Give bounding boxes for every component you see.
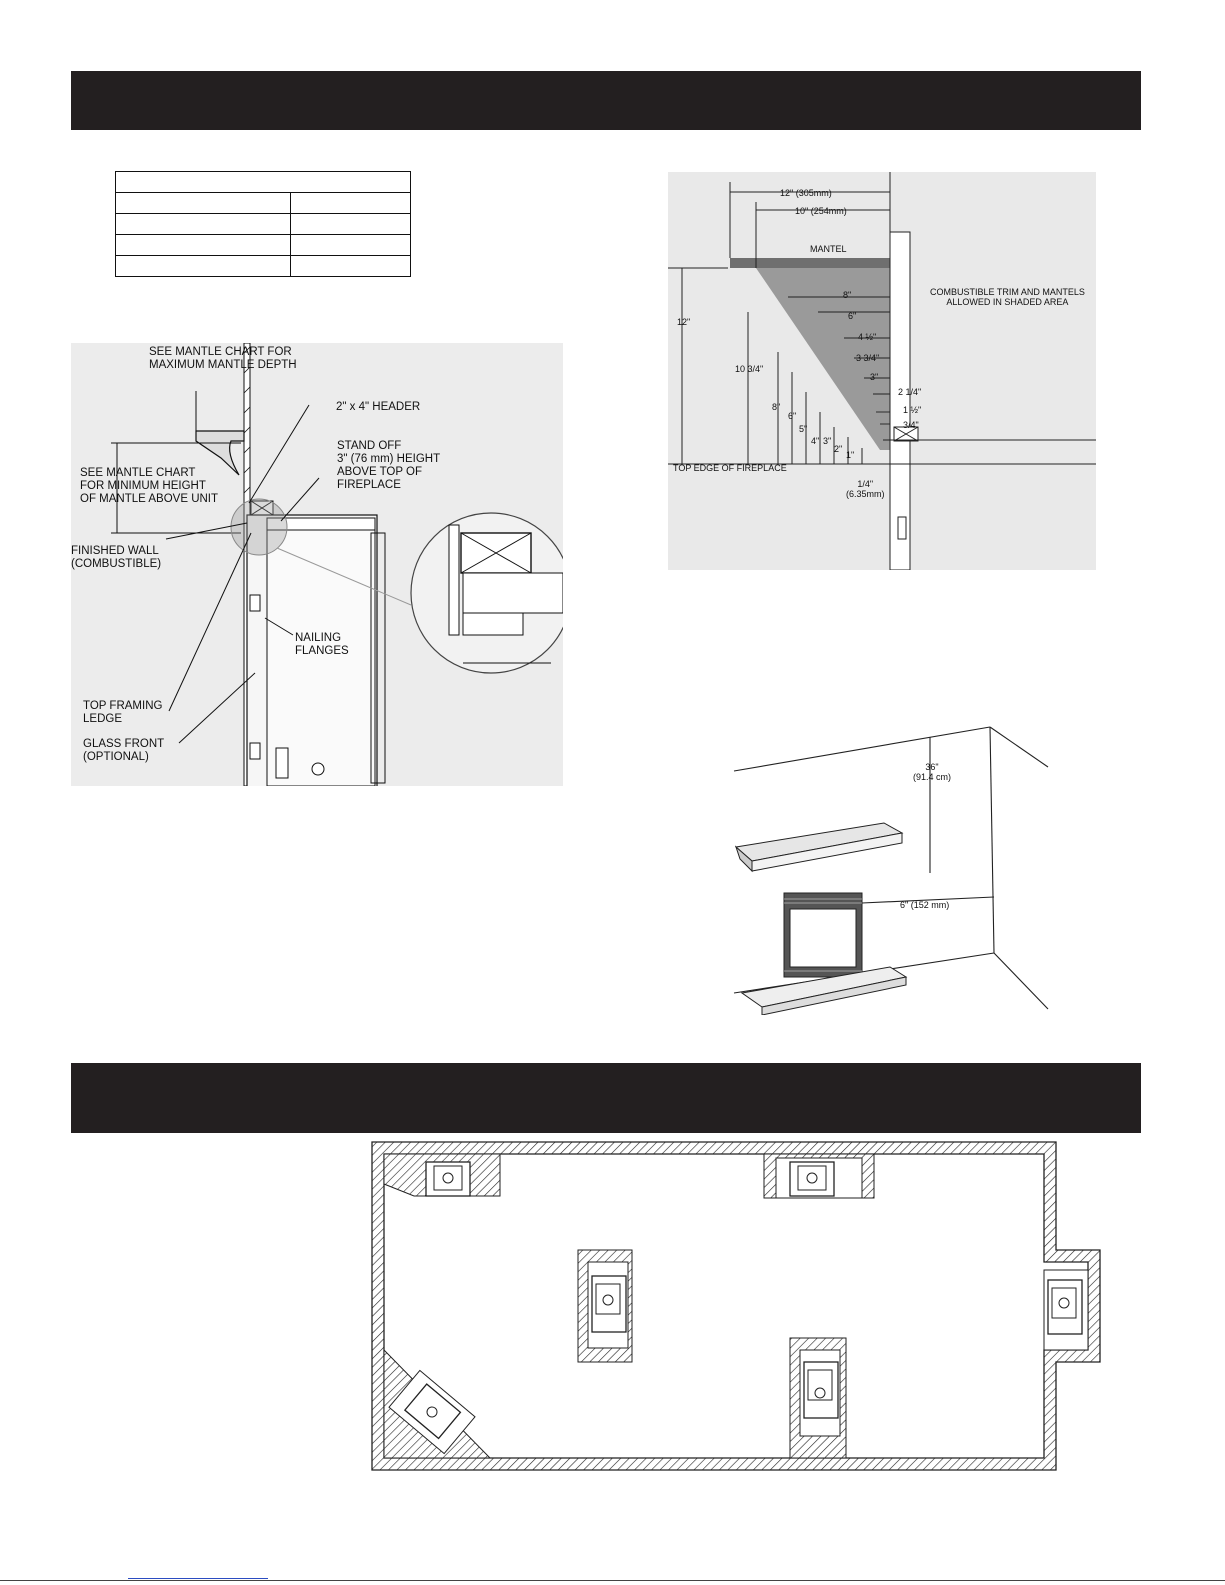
- dim-h-8: 8": [772, 402, 781, 412]
- footer-link-underline: [128, 1578, 268, 1579]
- mantel-clearance-diagram: [668, 172, 1096, 570]
- table-header-cell: [116, 172, 411, 193]
- table-row: [116, 235, 411, 256]
- dim-h-1: 1": [846, 450, 855, 460]
- label-top-framing-ledge: TOP FRAMING LEDGE: [83, 700, 163, 725]
- dim-d-6: 6": [848, 311, 857, 321]
- label-mantel: MANTEL: [810, 244, 847, 254]
- label-standoff: STAND OFF 3" (76 mm) HEIGHT ABOVE TOP OF FIREPLACE: [337, 440, 441, 491]
- fireplace-unit-right: [1044, 1270, 1088, 1350]
- dim-h-2: 2": [834, 444, 843, 454]
- fireplace-unit-bottom-center: [790, 1338, 846, 1458]
- label-nailing-flanges: NAILING FLANGES: [295, 632, 349, 657]
- page-bottom-rule: [0, 1580, 1225, 1581]
- dim-6-inch: 6" (152 mm): [900, 900, 950, 910]
- dim-d-8: 8": [843, 290, 852, 300]
- dim-h-5: 5": [799, 424, 808, 434]
- dim-d-2-1-4: 2 1/4": [898, 387, 922, 397]
- dim-h-10-3-4: 10 3/4": [735, 364, 764, 374]
- dim-h-6: 6": [788, 411, 797, 421]
- dim-h-12: 12": [677, 317, 691, 327]
- label-combustible-note: COMBUSTIBLE TRIM AND MANTELS ALLOWED IN SHADED AREA: [930, 287, 1085, 307]
- label-min-mantle-height: SEE MANTLE CHART FOR MINIMUM HEIGHT OF MANTLE ABOVE UNIT: [80, 467, 219, 505]
- fireplace-unit-top-center: [764, 1154, 874, 1198]
- dim-quarter-inch: 1/4" (6.35mm): [846, 479, 885, 499]
- dim-d-3: 3": [870, 372, 879, 382]
- label-finished-wall: FINISHED WALL (COMBUSTIBLE): [71, 545, 162, 570]
- table-row: [116, 256, 411, 277]
- table-row: [116, 214, 411, 235]
- label-glass-front: GLASS FRONT (OPTIONAL): [83, 738, 165, 763]
- label-header: 2" x 4" HEADER: [336, 401, 421, 413]
- floor-plan-diagram: [370, 1140, 1102, 1472]
- dim-d-3-4: 3/4": [903, 420, 919, 430]
- fireplace-unit-top-left: [384, 1154, 500, 1196]
- fireplace-unit-center: [578, 1250, 632, 1362]
- dim-h-4: 4": [811, 436, 820, 446]
- label-max-mantle-depth: SEE MANTLE CHART FOR MAXIMUM MANTLE DEPTH: [149, 346, 297, 371]
- section-header-bar-top: [71, 71, 1141, 130]
- mantle-chart-table: [115, 171, 411, 277]
- dim-36-inch: 36" (91.4 cm): [913, 762, 952, 782]
- table-row: [116, 193, 411, 214]
- room-clearance-diagram: [722, 723, 1052, 1015]
- section-header-bar-bottom: [71, 1063, 1141, 1133]
- dim-10-inch: 10" (254mm): [795, 206, 847, 216]
- dim-d-1-5: 1 ½": [903, 405, 922, 415]
- dim-h-3: 3": [823, 436, 832, 446]
- dim-d-4-5: 4 ½": [858, 332, 877, 342]
- dim-12-inch: 12" (305mm): [780, 188, 832, 198]
- fireplace-unit-corner: [384, 1350, 490, 1458]
- dim-d-3-3-4: 3 3/4": [856, 353, 880, 363]
- label-top-edge: TOP EDGE OF FIREPLACE: [673, 463, 787, 473]
